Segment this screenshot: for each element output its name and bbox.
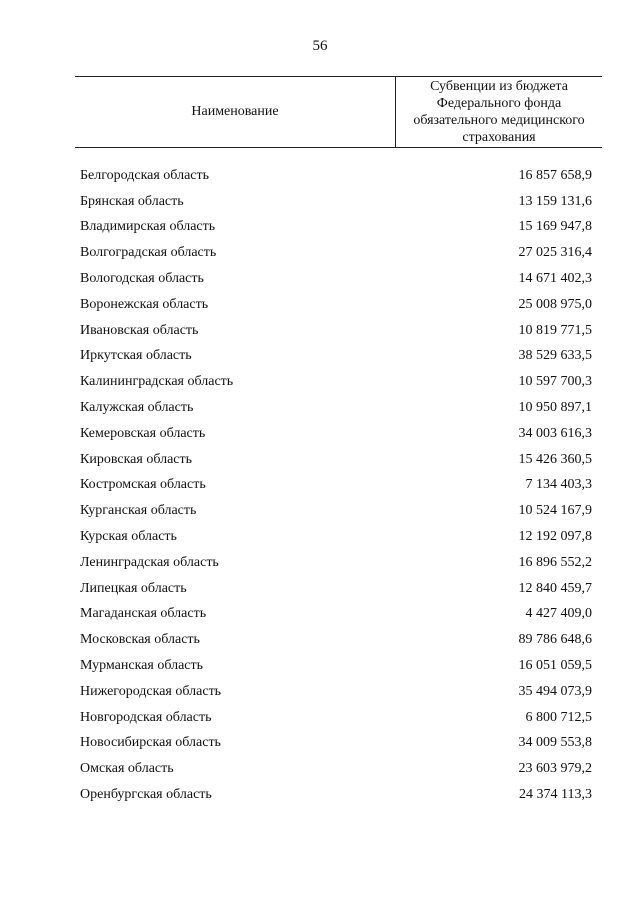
subvention-amount: 16 051 059,5 <box>518 658 592 674</box>
subvention-amount: 13 159 131,6 <box>518 193 592 209</box>
subvention-amount: 10 950 897,1 <box>518 400 592 416</box>
table-row <box>80 653 592 679</box>
subvention-amount: 24 374 113,3 <box>519 787 592 803</box>
table-row <box>80 447 592 473</box>
region-name: Ленинградская область <box>80 554 219 570</box>
region-name: Белгородская область <box>80 167 210 183</box>
subvention-amount: 10 524 167,9 <box>518 503 592 519</box>
column-header-name: Наименование <box>75 77 396 147</box>
table-header <box>75 76 602 148</box>
subvention-amount: 12 192 097,8 <box>518 529 592 545</box>
subvention-amount: 23 603 979,2 <box>518 761 592 777</box>
subvention-amount: 16 896 552,2 <box>518 554 592 570</box>
subvention-amount: 10 819 771,5 <box>518 322 592 338</box>
table-row <box>80 705 592 731</box>
region-name: Нижегородская область <box>80 683 222 699</box>
table-row <box>80 576 592 602</box>
subvention-amount: 34 009 553,8 <box>518 735 592 751</box>
table-row <box>80 782 592 808</box>
subvention-amount: 15 426 360,5 <box>518 451 592 467</box>
subvention-amount: 27 025 316,4 <box>518 245 592 261</box>
subvention-amount: 35 494 073,9 <box>518 683 592 699</box>
region-name: Магаданская область <box>80 606 207 622</box>
region-name: Омская область <box>80 761 174 777</box>
region-name: Иркутская область <box>80 348 192 364</box>
subvention-amount: 25 008 975,0 <box>518 296 592 312</box>
region-name: Мурманская область <box>80 658 204 674</box>
subvention-amount: 16 857 658,9 <box>518 167 592 183</box>
region-name: Калининградская область <box>80 374 234 390</box>
subvention-amount: 34 003 616,3 <box>518 425 592 441</box>
subvention-amount: 10 597 700,3 <box>518 374 592 390</box>
table-row <box>80 318 592 344</box>
table-row <box>80 344 592 370</box>
table-row <box>80 189 592 215</box>
region-name: Калужская область <box>80 400 194 416</box>
region-name: Владимирская область <box>80 219 216 235</box>
table-row <box>80 756 592 782</box>
subvention-amount: 12 840 459,7 <box>518 580 592 596</box>
table-body <box>80 163 592 808</box>
subvention-amount: 7 134 403,3 <box>525 477 592 493</box>
region-name: Волгоградская область <box>80 245 217 261</box>
region-name: Костромская область <box>80 477 206 493</box>
subvention-amount: 89 786 648,6 <box>518 632 592 648</box>
column-header-subventions: Субвенции из бюджета Федерального фонда обязательного медицинского страхования <box>413 79 585 145</box>
table-row <box>80 421 592 447</box>
table-row <box>80 266 592 292</box>
region-name: Курская область <box>80 529 177 545</box>
table-row <box>80 215 592 241</box>
region-name: Брянская область <box>80 193 184 209</box>
region-name: Липецкая область <box>80 580 187 596</box>
region-name: Кемеровская область <box>80 425 206 441</box>
region-name: Вологодская область <box>80 271 204 287</box>
subvention-amount: 15 169 947,8 <box>518 219 592 235</box>
table-row <box>80 395 592 421</box>
region-name: Оренбургская область <box>80 787 212 803</box>
table-row <box>80 731 592 757</box>
table-row <box>80 602 592 628</box>
page-number: 56 <box>312 38 328 54</box>
region-name: Новгородская область <box>80 709 212 725</box>
table-row <box>80 240 592 266</box>
table-row <box>80 163 592 189</box>
subvention-amount: 38 529 633,5 <box>518 348 592 364</box>
table-row <box>80 498 592 524</box>
subvention-amount: 4 427 409,0 <box>525 606 592 622</box>
region-name: Новосибирская область <box>80 735 221 751</box>
region-name: Ивановская область <box>80 322 199 338</box>
table-row <box>80 292 592 318</box>
table-row <box>80 550 592 576</box>
region-name: Курганская область <box>80 503 197 519</box>
subvention-amount: 6 800 712,5 <box>525 709 592 725</box>
table-row <box>80 369 592 395</box>
region-name: Московская область <box>80 632 200 648</box>
subvention-amount: 14 671 402,3 <box>518 271 592 287</box>
table-row <box>80 679 592 705</box>
table-row <box>80 627 592 653</box>
table-row <box>80 524 592 550</box>
region-name: Кировская область <box>80 451 193 467</box>
table-row <box>80 473 592 499</box>
region-name: Воронежская область <box>80 296 209 312</box>
